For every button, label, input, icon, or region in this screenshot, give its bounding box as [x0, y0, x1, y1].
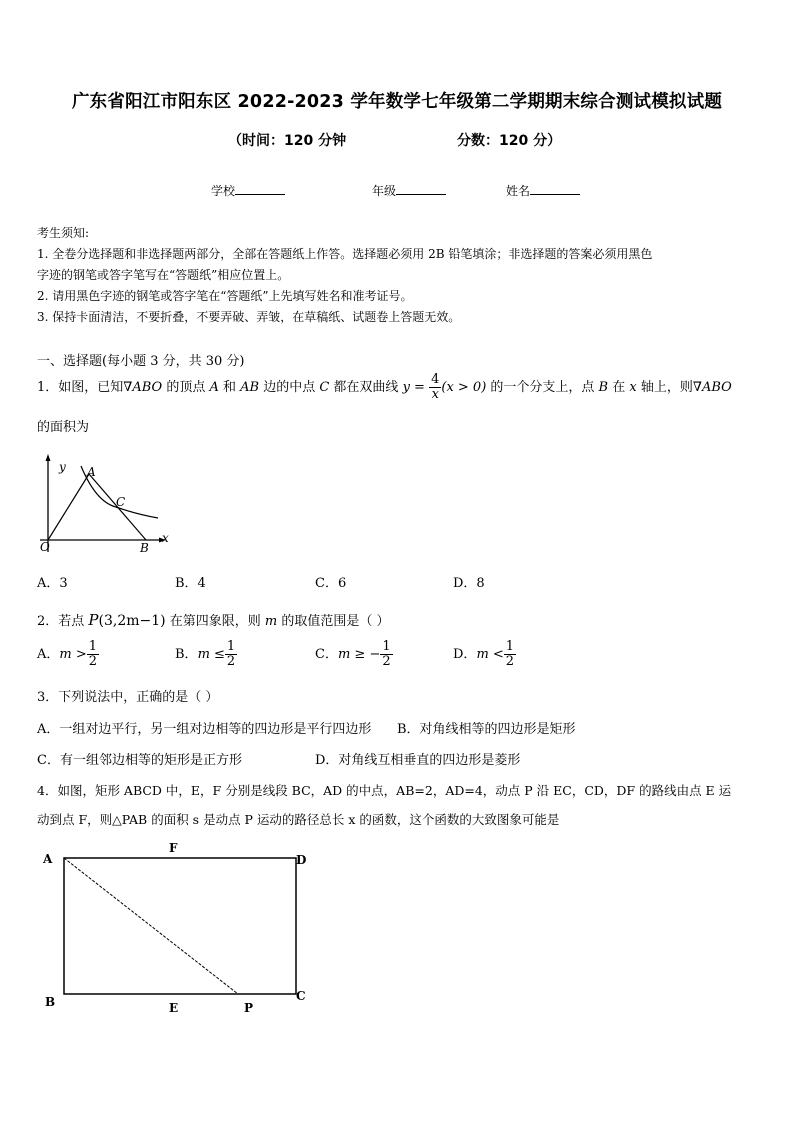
question-3-stem: 3．下列说法中，正确的是（ ）: [37, 690, 219, 705]
q1-option-c[interactable]: C．6: [315, 576, 347, 591]
name-label: 姓名: [506, 184, 531, 198]
grade-label: 年级: [372, 184, 397, 198]
question-1-stem-line2: 的面积为: [37, 420, 90, 435]
time-label: （时间：120 分钟: [228, 133, 347, 149]
question-4-stem-line2: 动到点 F，则△PAB 的面积 s 是动点 P 运动的路径总长 x 的函数，这个函数的大致图象可能是: [37, 812, 560, 827]
label-F: F: [169, 841, 178, 855]
q1-option-b[interactable]: B．4: [175, 576, 206, 591]
segment-AP: [64, 858, 238, 994]
score-label: 分数：120 分）: [457, 133, 562, 149]
label-x: x: [162, 531, 169, 545]
page-title: 广东省阳江市阳东区 2022-2023 学年数学七年级第二学期期末综合测试模拟试题: [71, 92, 723, 112]
hyperbola-triangle-figure: [36, 452, 176, 556]
note-item-1a: 1. 全卷分选择题和非选择题两部分，全部在答题纸上作答。选择题必须用 2B 铅笔填涂；非选择题的答案必须用黑色: [37, 247, 653, 261]
school-label: 学校: [211, 184, 236, 198]
q2-option-b[interactable]: B．m ≤ $\frac{1}{2}$: [175, 639, 236, 669]
label-A: A: [43, 852, 53, 866]
school-blank[interactable]: [235, 183, 285, 195]
note-item-2: 2. 请用黑色字迹的钢笔或答字笔在“答题纸”上先填写姓名和准考证号。: [37, 289, 413, 303]
label-E: E: [169, 1001, 179, 1015]
section-heading: 一、选择题(每小题 3 分，共 30 分): [37, 354, 245, 369]
label-A: A: [87, 465, 96, 479]
q2-option-d[interactable]: D．m < $\frac{1}{2}$: [453, 639, 515, 669]
question-1-stem: 1．如图，已知∇ABO 的顶点 A 和 AB 边的中点 C 都在双曲线 y = $\frac{4}{x}$ (x > 0) 的一个分支上，点 B 在 x 轴上，则∇ABO: [37, 372, 732, 402]
q2-option-c[interactable]: C．m ≥ − $\frac{1}{2}$: [315, 639, 391, 669]
q3-option-a[interactable]: A．一组对边平行，另一组对边相等的四边形是平行四边形: [37, 722, 372, 737]
rectangle-abcd-figure: [38, 836, 318, 1020]
segment-OA: [48, 474, 89, 540]
name-field[interactable]: [506, 182, 580, 199]
question-2-stem: 2．若点 P(3,2m−1) 在第四象限，则 m 的取值范围是（ ）: [37, 611, 390, 629]
grade-blank[interactable]: [396, 183, 446, 195]
q3-option-c[interactable]: C．有一组邻边相等的矩形是正方形: [37, 753, 242, 768]
q3-option-b[interactable]: B．对角线相等的四边形是矩形: [397, 722, 576, 737]
school-field[interactable]: [211, 182, 285, 199]
q1-option-a[interactable]: A．3: [37, 576, 68, 591]
label-y: y: [59, 460, 66, 474]
label-D: D: [296, 853, 307, 867]
y-axis-arrow: [46, 454, 51, 461]
fraction-4-over-x: $\frac{4}{x}$: [431, 372, 440, 402]
question-4-stem-line1: 4．如图，矩形 ABCD 中，E，F 分别是线段 BC，AD 的中点，AB=2，AD=4，动点 P 沿 EC，CD，DF 的路线由点 E 运: [37, 783, 732, 798]
label-O: O: [40, 540, 50, 554]
rectangle-ABCD: [64, 858, 296, 994]
label-C: C: [296, 989, 306, 1003]
note-item-3: 3. 保持卡面清洁，不要折叠，不要弄破、弄皱，在草稿纸、试题卷上答题无效。: [37, 310, 461, 324]
label-B: B: [45, 995, 56, 1009]
note-item-1b: 字迹的钢笔或答字笔写在“答题纸”相应位置上。: [37, 268, 290, 282]
label-P: P: [244, 1001, 254, 1015]
notes-heading: 考生须知:: [37, 226, 90, 240]
label-B: B: [140, 541, 149, 555]
q2-option-a[interactable]: A．m > $\frac{1}{2}$: [37, 639, 98, 669]
name-blank[interactable]: [530, 183, 580, 195]
grade-field[interactable]: [372, 182, 446, 199]
q1-option-d[interactable]: D．8: [453, 576, 485, 591]
q3-option-d[interactable]: D．对角线互相垂直的四边形是菱形: [315, 753, 521, 768]
label-C: C: [116, 495, 126, 509]
